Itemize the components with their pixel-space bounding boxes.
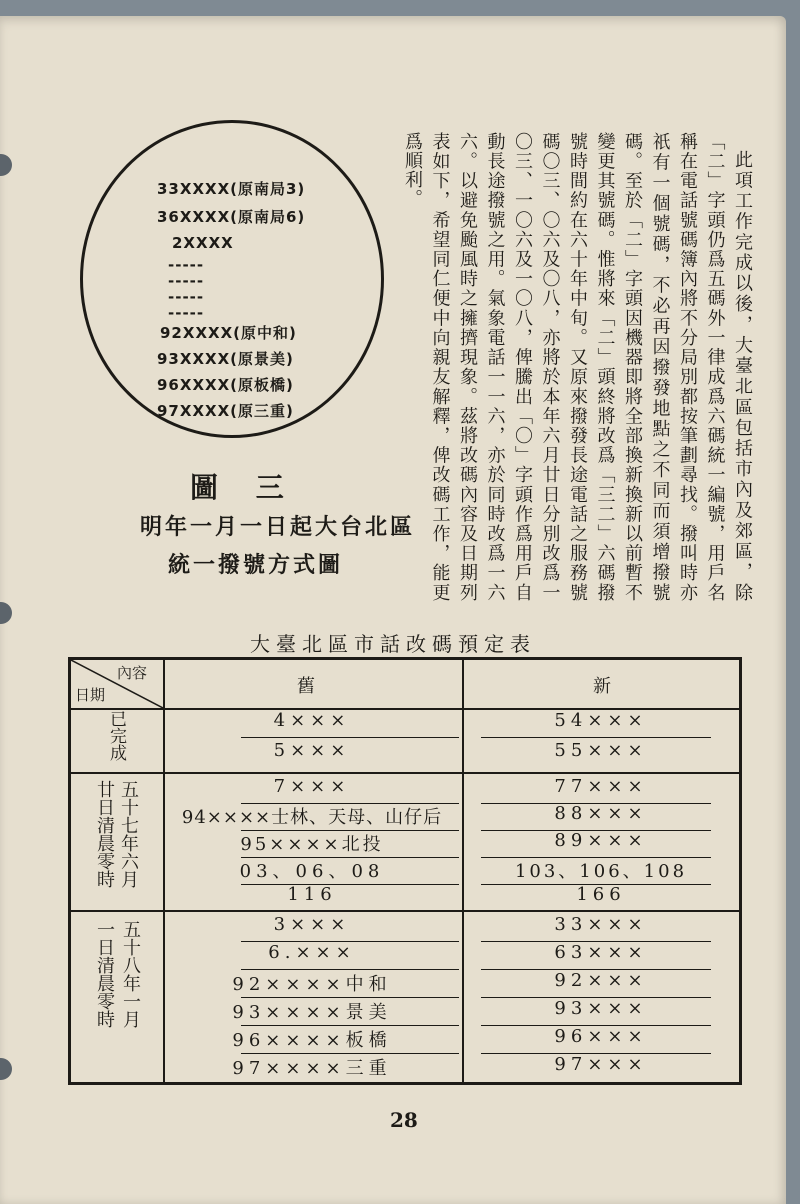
column-header-new: 新 [593,676,611,697]
corner-label-content: 內容 [117,664,148,682]
group-date-label: 已完成 [106,710,126,761]
old-number: 95××××北投 [240,834,384,855]
new-number: 33××× [554,914,648,935]
article-paragraph: 此項工作完成以後，大臺北區包括市內及郊區，除「二」字頭仍爲五碼外一律成爲六碼統一編號，用戶名稱在電話號碼簿內將不分局別都按筆劃尋找。撥叫時亦祇有一個號碼，不必再因撥發地點之不同而須增撥號碼。至於「二」字頭因機器即將全部換新換新以前暫不變更其號碼。惟將來「二」頭終將改爲「三二」六碼撥號時間約在六十年中旬。又原來撥發長途電話之服務號碼〇三、〇六及〇八，亦將於本年六月廿日分別改爲一〇三、一〇六及一〇八，俾騰出「〇」字頭作爲用戶自動長途撥號之用。氣象電話一一六，亦於同時改爲一六六。以避免颱風時之擁擠現象。茲將改碼內容及日期列表如下，希望同仁便中向親友解釋，俾改碼工作，能更爲順利。 [402,132,753,602]
new-number: 89××× [554,830,648,851]
figure-title: 圖 三 [190,471,298,504]
binder-hole [0,1058,12,1080]
diagram-line: 93XXXX(原景美) [157,350,294,368]
new-number: 166 [576,884,626,905]
diagram-line: ----- [168,256,205,274]
table-row [71,803,739,829]
new-number: 92××× [554,970,648,991]
table-row [71,776,739,802]
table-row [71,710,739,736]
table-header [71,660,739,710]
figure-caption: 明年一月一日起大台北區 [140,514,416,540]
old-number: 4××× [273,710,351,731]
table-row [71,1026,739,1052]
binder-hole [0,602,12,624]
corner-label-date: 日期 [75,686,106,704]
old-number: 5××× [273,740,351,761]
old-number: 94××××士林、天母、山仔后 [181,807,443,828]
new-number: 55××× [554,740,648,761]
diagram-line: 92XXXX(原中和) [160,324,297,342]
old-number: 116 [287,884,337,905]
diagram-line: 33XXXX(原南局3) [157,180,306,198]
diagram-line: ----- [168,288,205,306]
table-row [71,830,739,856]
diagram-line: 97XXXX(原三重) [157,402,294,420]
group-date-label: 五十七年六月 [118,780,139,888]
diagram-line: 2XXXX [172,234,234,252]
old-number: 96××××板橋 [232,1030,392,1051]
diagram-line: ----- [168,272,205,290]
old-number: 93××××景美 [232,1002,392,1023]
table-group [71,708,739,772]
diagram-line: ----- [168,304,205,322]
table-row [71,998,739,1024]
binder-hole [0,154,12,176]
old-number: 3××× [273,914,351,935]
column-header-old: 舊 [297,676,315,697]
table-row [71,740,739,766]
old-number: 03、06、08 [239,861,385,882]
table-row [71,884,739,910]
table-group [71,772,739,912]
table-row [71,942,739,968]
diagram-line: 96XXXX(原板橋) [157,376,294,394]
figure-caption: 統一撥號方式圖 [168,552,344,578]
new-number: 54××× [554,710,648,731]
new-number: 63××× [554,942,648,963]
old-number: 7××× [273,776,351,797]
new-number: 77××× [554,776,648,797]
table-title: 大臺北區市話改碼預定表 [250,632,536,656]
group-date-label: 廿日清晨零時 [94,780,115,888]
diagram-line: 36XXXX(原南局6) [157,208,306,226]
table-row [71,914,739,940]
page-number: 28 [390,1108,418,1132]
group-date-label: 一日清晨零時 [94,920,115,1028]
article-body [402,132,756,602]
table-row [71,970,739,996]
old-number: 6.××× [268,942,356,963]
table-group [71,910,739,1084]
new-number: 103、106、108 [514,861,688,882]
renumbering-table [68,657,742,1085]
new-number: 93××× [554,998,648,1019]
new-number: 97××× [554,1054,648,1075]
new-number: 88××× [554,803,648,824]
table-row [71,857,739,883]
group-date-label: 五十八年一月 [120,920,141,1028]
table-row [71,1054,739,1080]
new-number: 96××× [554,1026,648,1047]
old-number: 97××××三重 [232,1058,392,1079]
old-number: 92××××中和 [232,974,392,995]
